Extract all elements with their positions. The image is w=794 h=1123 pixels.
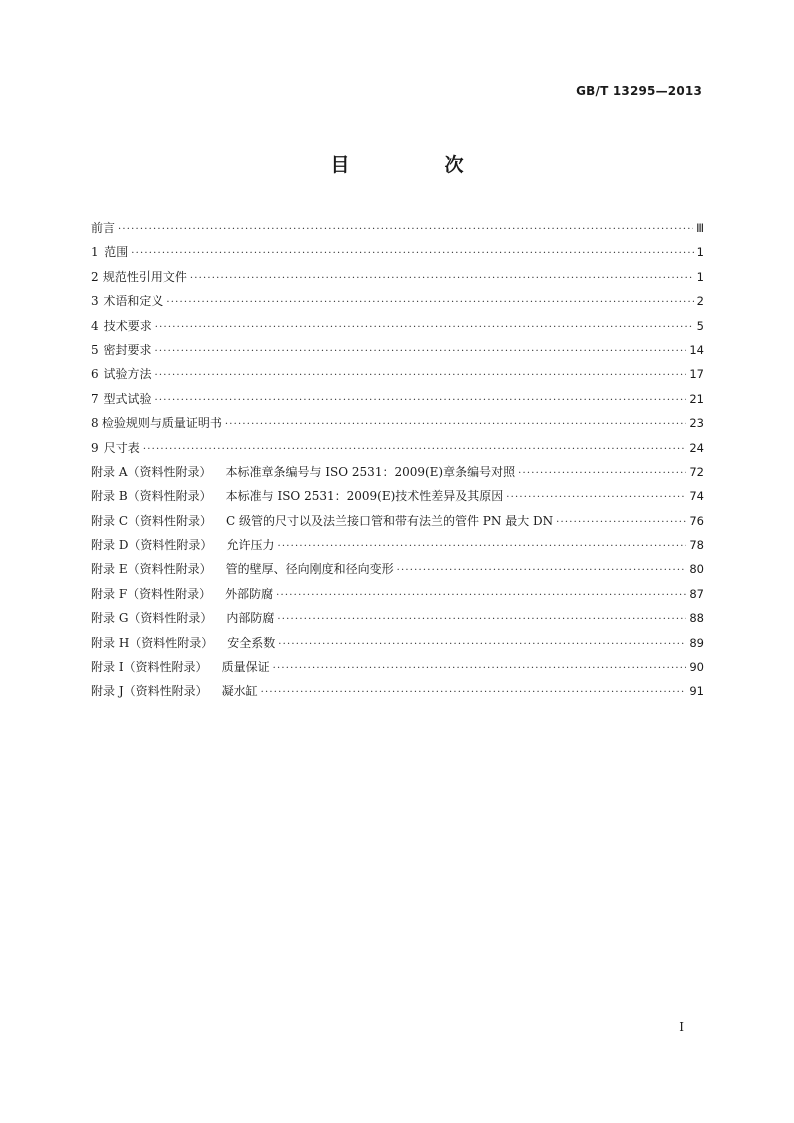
toc-entry[interactable] [91, 240, 704, 264]
toc-leader-dots [143, 438, 687, 462]
toc-leader-dots [276, 584, 686, 608]
toc-entry-appendix: 附录 I（资料性附录） [91, 660, 208, 675]
toc-entry[interactable] [91, 265, 704, 289]
toc-entry-appendix: 附录 F（资料性附录） [91, 586, 212, 601]
toc-leader-dots [273, 657, 687, 681]
toc-entry-appendix: 附录 C（资料性附录） [91, 513, 212, 528]
toc-entry-page: 2 [696, 294, 704, 309]
toc-entry-label: 术语和定义 [103, 294, 164, 309]
toc-entry-page: 17 [689, 367, 704, 382]
toc-entry-page: 23 [689, 416, 704, 431]
toc-entry-page: 80 [689, 562, 704, 577]
toc-leader-dots [261, 681, 687, 705]
toc-entry[interactable] [91, 606, 704, 630]
toc-leader-dots [397, 559, 687, 583]
toc-leader-dots [190, 267, 694, 291]
toc-entry-label: 型式试验 [103, 391, 152, 406]
toc-entry-number: 8 [91, 416, 99, 431]
toc-entry-appendix: 附录 B（资料性附录） [91, 489, 212, 504]
toc-leader-dots [155, 340, 687, 364]
toc-entry[interactable] [91, 411, 704, 435]
toc-entry-label: 规范性引用文件 [102, 269, 187, 284]
toc-entry-page: 89 [689, 635, 704, 650]
toc-entry-page: 72 [689, 464, 704, 479]
toc-entry[interactable] [91, 387, 704, 411]
toc-leader-dots [118, 218, 693, 242]
toc-entry-page: 90 [689, 660, 704, 675]
toc-entry-number: 9 [91, 440, 99, 455]
toc-entry-number: 2 [91, 269, 99, 284]
toc-entry[interactable] [91, 216, 704, 240]
toc-entry-page: 76 [689, 513, 704, 528]
toc-entry-label: 管的壁厚、径向刚度和径向变形 [225, 562, 394, 577]
toc-entry-label: 范围 [104, 245, 129, 260]
toc-entry[interactable] [91, 509, 704, 533]
toc-entry-page: 24 [689, 440, 704, 455]
toc-entry[interactable] [91, 557, 704, 581]
toc-entry[interactable] [91, 679, 704, 703]
toc-entry-number: 4 [91, 318, 99, 333]
toc-entry[interactable] [91, 631, 704, 655]
toc-entry[interactable] [91, 460, 704, 484]
toc-entry-label: 凝水缸 [221, 684, 258, 699]
toc-entry-label: C 级管的尺寸以及法兰接口管和带有法兰的管件 PN 最大 DN [226, 513, 554, 528]
table-of-contents [91, 216, 704, 704]
toc-leader-dots [155, 316, 694, 340]
standard-code: GB/T 13295—2013 [576, 84, 702, 98]
toc-leader-dots [556, 511, 686, 535]
toc-entry-label: 外部防腐 [225, 586, 274, 601]
toc-entry-page: 5 [696, 318, 704, 333]
toc-entry-appendix: 附录 H（资料性附录） [91, 635, 214, 650]
toc-leader-dots [277, 535, 686, 559]
toc-entry-number: 5 [91, 342, 99, 357]
toc-entry-number: 7 [91, 391, 99, 406]
toc-entry[interactable] [91, 314, 704, 338]
toc-entry-page: 1 [696, 245, 704, 260]
toc-entry-appendix: 附录 E（资料性附录） [91, 562, 212, 577]
toc-entry[interactable] [91, 655, 704, 679]
toc-entry-appendix: 附录 J（资料性附录） [91, 684, 208, 699]
toc-entry[interactable] [91, 289, 704, 313]
toc-entry-label: 本标准章条编号与 ISO 2531：2009(E)章条编号对照 [225, 464, 516, 479]
toc-entry-page: 1 [696, 269, 704, 284]
toc-entry-label: 密封要求 [103, 342, 152, 357]
toc-entry-page: 14 [689, 342, 704, 357]
toc-leader-dots [131, 242, 693, 266]
toc-entry-label: 允许压力 [226, 538, 275, 553]
toc-entry-label: 质量保证 [221, 660, 270, 675]
toc-entry-appendix: 附录 A（资料性附录） [91, 464, 212, 479]
toc-entry-label: 前言 [91, 221, 116, 235]
toc-entry-label: 试验方法 [103, 367, 152, 382]
toc-entry-number: 3 [91, 294, 99, 309]
toc-entry-label: 本标准与 ISO 2531：2009(E)技术性差异及其原因 [225, 489, 504, 504]
toc-leader-dots [155, 364, 687, 388]
toc-entry-page: 74 [689, 489, 704, 504]
toc-entry-appendix: 附录 G（资料性附录） [91, 611, 213, 626]
toc-entry-page: 87 [689, 586, 704, 601]
toc-entry-number: 6 [91, 367, 99, 382]
toc-entry-label: 内部防腐 [226, 611, 275, 626]
toc-leader-dots [166, 291, 693, 315]
toc-entry[interactable] [91, 533, 704, 557]
toc-title: 目 次 [330, 154, 502, 176]
toc-entry-label: 技术要求 [103, 318, 152, 333]
toc-leader-dots [518, 462, 686, 486]
toc-entry[interactable] [91, 362, 704, 386]
toc-entry-page: 21 [689, 391, 704, 406]
toc-leader-dots [506, 486, 686, 510]
toc-entry-appendix: 附录 D（资料性附录） [91, 538, 213, 553]
toc-entry-page: 88 [689, 611, 704, 626]
page-number: I [679, 1020, 684, 1034]
toc-entry-page: Ⅲ [696, 221, 704, 235]
toc-entry-label: 安全系数 [227, 635, 276, 650]
toc-leader-dots [277, 608, 686, 632]
toc-entry[interactable] [91, 484, 704, 508]
toc-leader-dots [225, 413, 686, 437]
toc-entry-page: 78 [689, 538, 704, 553]
toc-leader-dots [278, 633, 686, 657]
toc-entry-number: 1 [91, 245, 99, 260]
toc-leader-dots [155, 389, 687, 413]
toc-entry-label: 检验规则与质量证明书 [101, 416, 222, 431]
toc-entry[interactable] [91, 338, 704, 362]
toc-entry[interactable] [91, 436, 704, 460]
toc-entry[interactable] [91, 582, 704, 606]
toc-entry-page: 91 [689, 684, 704, 699]
toc-entry-label: 尺寸表 [103, 440, 140, 455]
